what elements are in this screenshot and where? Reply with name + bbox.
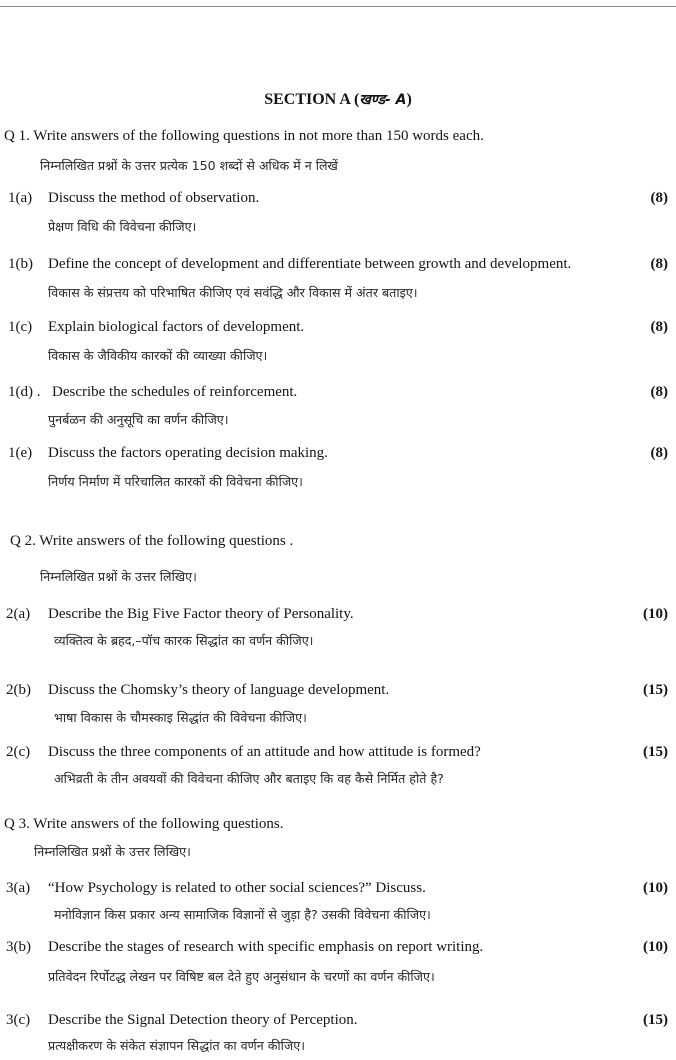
q3c-number: 3(c) <box>6 1012 31 1028</box>
q1e-marks: (8) <box>650 445 668 461</box>
q1a-text: Discuss the method of observation. <box>48 190 260 206</box>
section-title-en: SECTION A ( <box>264 91 360 108</box>
q1c-text: Explain biological factors of development. <box>48 319 305 335</box>
q2c-marks: (15) <box>643 744 668 760</box>
q3c-text: Describe the Signal Detection theory of Perception. <box>48 1012 358 1028</box>
q2b-text: Discuss the Chomsky’s theory of language development. <box>48 682 390 698</box>
q3c-marks: (15) <box>643 1012 668 1028</box>
q1e-text-hi: निर्णय निर्माण में परिचालित कारकों की विवेचना कीजिए। <box>48 474 303 489</box>
q1a-marks: (8) <box>650 190 668 206</box>
q1d-number: 1(d) . <box>8 384 41 400</box>
q2-heading-hi: निम्नलिखित प्रश्नों के उत्तर लिखिए। <box>40 569 197 584</box>
q2-heading: Q 2. Write answers of the following questions . <box>10 533 294 549</box>
q1b-marks: (8) <box>650 256 668 272</box>
q3a-marks: (10) <box>643 880 668 896</box>
q1c-number: 1(c) <box>8 319 33 335</box>
section-title-close: ) <box>406 91 412 108</box>
q1e-text: Discuss the factors operating decision making. <box>48 445 328 461</box>
q3-heading-hi: निम्नलिखित प्रश्नों के उत्तर लिखिए। <box>34 844 191 859</box>
q2c-text-hi: अभिव्रती के तीन अवयवों की विवेचना कीजिए और बताइए कि वह कैसे निर्मित होते है? <box>54 771 444 786</box>
q3b-text-hi: प्रतिवेदन रिर्पोटद्ध लेखन पर विषिष्ट बल देते हुए अनुसंधान के चरणों का वर्णन कीजिए। <box>48 969 435 984</box>
q2a-marks: (10) <box>643 606 668 622</box>
q1d-text-hi: पुनर्बळन की अनुसूचि का वर्णन कीजिए। <box>48 412 229 427</box>
q1-heading: Q 1. Write answers of the following questions in not more than 150 words each. <box>4 128 484 144</box>
q3a-text-hi: मनोविज्ञान किस प्रकार अन्य सामाजिक विज्ञानों से जुड़ा है? उसकी विवेचना कीजिए। <box>54 907 431 922</box>
q2b-marks: (15) <box>643 682 668 698</box>
q3-heading: Q 3. Write answers of the following questions. <box>4 816 284 832</box>
q3b-text: Describe the stages of research with specific emphasis on report writing. <box>48 939 484 955</box>
q1c-text-hi: विकास के जैविकीय कारकों की व्याख्या कीजिए। <box>48 348 268 363</box>
q3b-marks: (10) <box>643 939 668 955</box>
top-rule <box>0 6 676 7</box>
q2b-number: 2(b) <box>6 682 31 698</box>
q2c-number: 2(c) <box>6 744 31 760</box>
q2a-number: 2(a) <box>6 606 31 622</box>
q1d-marks: (8) <box>650 384 668 400</box>
q1b-text: Define the concept of development and differentiate between growth and development. <box>48 256 572 272</box>
q1a-number: 1(a) <box>8 190 33 206</box>
section-title-hi: खण्ड- A <box>359 92 407 108</box>
q2c-text: Discuss the three components of an attitude and how attitude is formed? <box>48 744 481 760</box>
q2a-text-hi: व्यक्तित्व के ब्रहद,–पॉच कारक सिद्धांत का वर्णन कीजिए। <box>54 633 314 648</box>
q1c-marks: (8) <box>650 319 668 335</box>
section-title <box>0 90 676 110</box>
q1-heading-hi: निम्नलिखित प्रश्नों के उत्तर प्रत्येक 150 शब्दों से अधिक में न लिखें <box>40 158 338 173</box>
q1d-text: Describe the schedules of reinforcement. <box>52 384 298 400</box>
q3a-text: “How Psychology is related to other social sciences?” Discuss. <box>48 880 426 896</box>
q3b-number: 3(b) <box>6 939 31 955</box>
q1a-text-hi: प्रेक्षण विधि की विवेचना कीजिए। <box>48 219 197 234</box>
q3c-text-hi: प्रत्यक्षीकरण के संकेत संज्ञापन सिद्धांत का वर्णन कीजिए। <box>48 1038 305 1053</box>
q1b-number: 1(b) <box>8 256 33 272</box>
q3a-number: 3(a) <box>6 880 31 896</box>
q1b-text-hi: विकास के संप्रत्तय को परिभाषित कीजिए एवं सवंद्धि और विकास में अंतर बताइए। <box>48 285 418 300</box>
q2b-text-hi: भाषा विकास के चौमस्काइ सिद्धांत की विवेचना कीजिए। <box>54 710 307 725</box>
q2a-text: Describe the Big Five Factor theory of Personality. <box>48 606 354 622</box>
q1e-number: 1(e) <box>8 445 33 461</box>
